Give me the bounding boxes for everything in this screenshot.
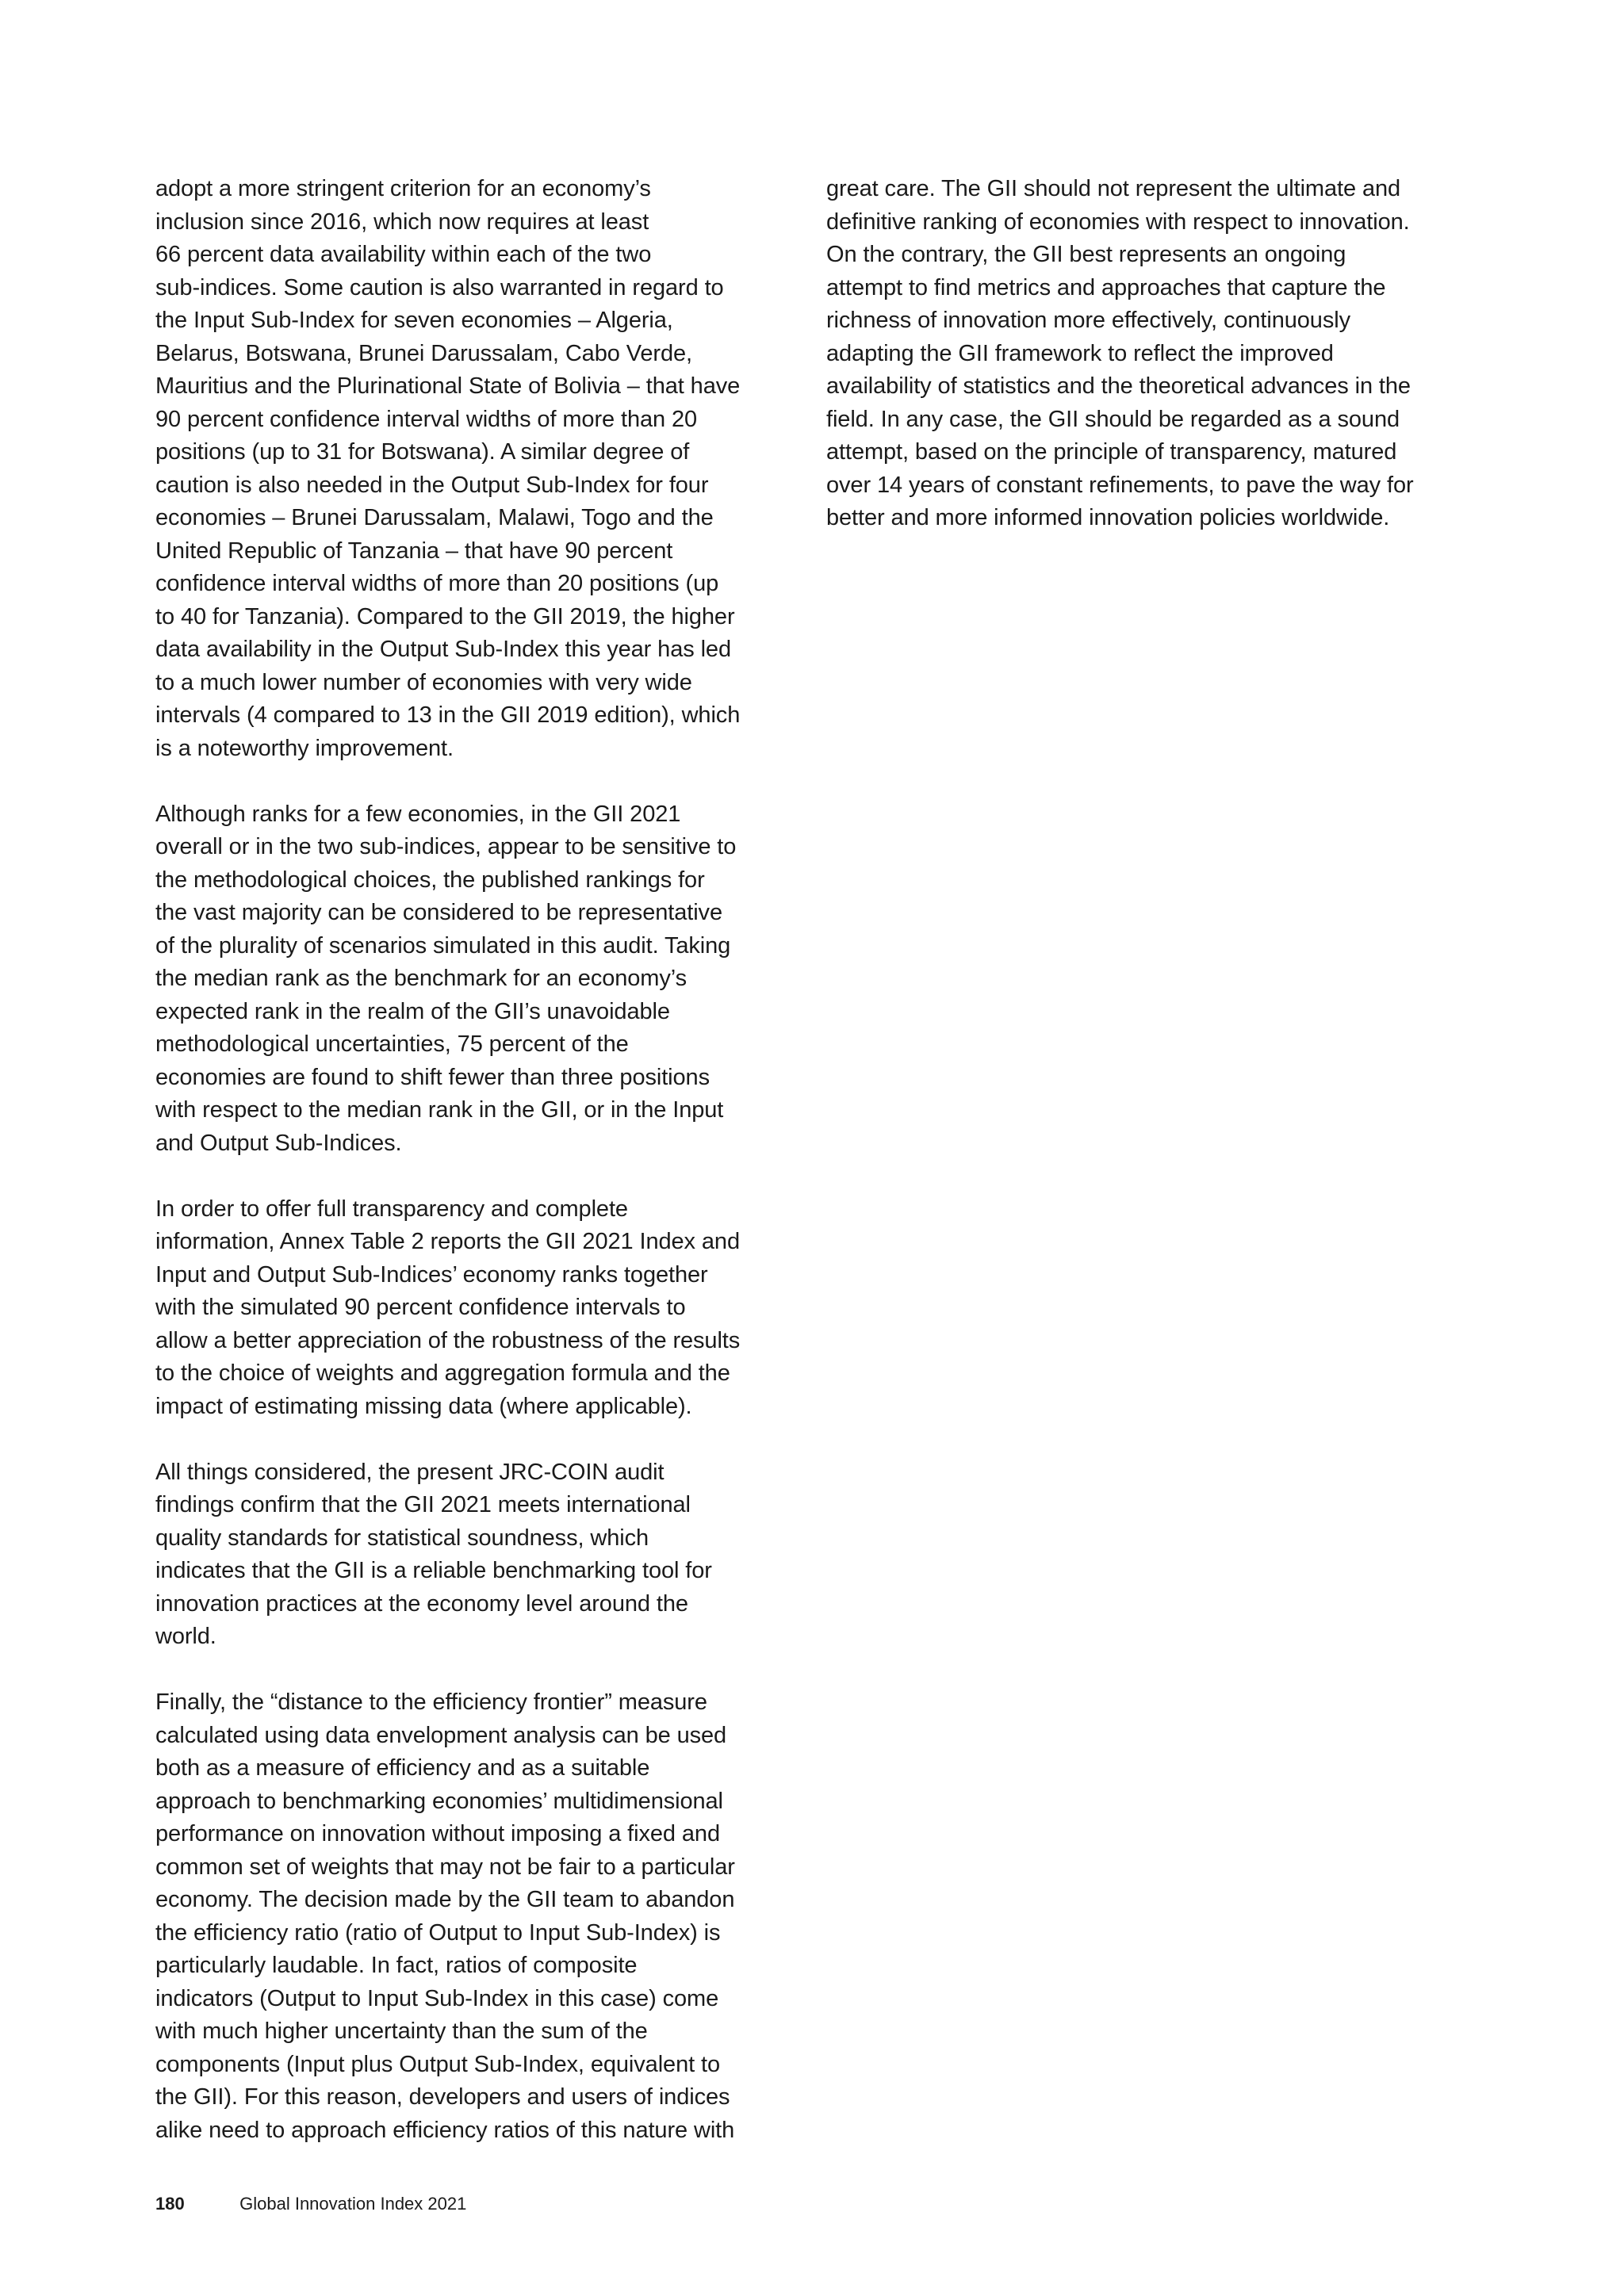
text-line: Belarus, Botswana, Brunei Darussalam, Cabo Verde, (155, 340, 692, 366)
text-line: great care. The GII should not represent the ultimate and (826, 176, 1401, 201)
text-line: indicates that the GII is a reliable benchmarking tool for (155, 1558, 712, 1583)
body-paragraph (826, 173, 1477, 535)
text-line: availability of statistics and the theoretical advances in the (826, 373, 1411, 399)
text-line: On the contrary, the GII best represents an ongoing (826, 242, 1346, 267)
right-text-column (826, 173, 1477, 568)
text-line: data availability in the Output Sub-Index this year has led (155, 637, 731, 662)
text-line: the median rank as the benchmark for an economy’s (155, 966, 687, 991)
text-line: the GII). For this reason, developers and users of indices (155, 2084, 730, 2110)
text-line: common set of weights that may not be fair to a particular (155, 1854, 735, 1880)
text-line: to a much lower number of economies with very wide (155, 669, 692, 695)
text-line: of the plurality of scenarios simulated in this audit. Taking (155, 932, 731, 959)
text-line: economies are found to shift fewer than three positions (155, 1064, 710, 1090)
text-line: quality standards for statistical soundness, which (155, 1525, 649, 1551)
text-line: performance on innovation without imposing a fixed and (155, 1821, 720, 1846)
text-line: field. In any case, the GII should be regarded as a sound (826, 406, 1400, 432)
text-line: Finally, the “distance to the efficiency frontier” measure (155, 1689, 707, 1715)
text-line: the methodological choices, the published rankings for (155, 867, 705, 893)
text-line: the Input Sub-Index for seven economies – Algeria, (155, 308, 673, 333)
text-line: United Republic of Tanzania – that have 90 percent (155, 538, 673, 564)
text-line: with respect to the median rank in the GII, or in the Input (155, 1097, 724, 1123)
text-line: better and more informed innovation policies worldwide. (826, 505, 1390, 530)
text-line: Mauritius and the Plurinational State of Bolivia – that have (155, 373, 741, 399)
text-line: expected rank in the realm of the GII’s unavoidable (155, 998, 670, 1024)
text-line: indicators (Output to Input Sub-Index in this case) come (155, 1985, 719, 2011)
body-paragraph (155, 173, 798, 765)
text-line: and Output Sub-Indices. (155, 1130, 402, 1156)
page-number: 180 (155, 2194, 185, 2214)
body-paragraph (155, 1193, 798, 1424)
text-line: Although ranks for a few economies, in the GII 2021 (155, 801, 681, 827)
text-line: impact of estimating missing data (where applicable). (155, 1393, 692, 1419)
text-line: attempt, based on the principle of transparency, matured (826, 439, 1397, 465)
text-line: confidence interval widths of more than 20 positions (up (155, 571, 719, 596)
left-text-column (155, 173, 798, 2180)
text-line: 66 percent data availability within each of the two (155, 242, 652, 267)
text-line: approach to benchmarking economies’ multidimensional (155, 1788, 723, 1814)
page-footer (155, 2192, 466, 2216)
text-line: both as a measure of efficiency and as a suitable (155, 1755, 650, 1781)
text-line: overall or in the two sub-indices, appear to be sensitive to (155, 834, 737, 859)
text-line: to the choice of weights and aggregation formula and the (155, 1360, 730, 1386)
text-line: adapting the GII framework to reflect the improved (826, 340, 1334, 366)
text-line: with the simulated 90 percent confidence intervals to (155, 1295, 686, 1320)
text-line: richness of innovation more effectively, continuously (826, 308, 1350, 333)
text-line: inclusion since 2016, which now requires at least (155, 209, 649, 235)
text-line: calculated using data envelopment analysis can be used (155, 1722, 727, 1748)
text-line: components (Input plus Output Sub-Index, equivalent to (155, 2051, 720, 2077)
text-line: attempt to find metrics and approaches that capture the (826, 274, 1386, 300)
text-line: the vast majority can be considered to be representative (155, 900, 722, 925)
publication-title: Global Innovation Index 2021 (239, 2194, 467, 2214)
text-line: world. (155, 1624, 216, 1649)
text-line: the efficiency ratio (ratio of Output to Input Sub-Index) is (155, 1919, 721, 1946)
text-line: economy. The decision made by the GII team to abandon (155, 1887, 735, 1912)
text-line: adopt a more stringent criterion for an economy’s (155, 176, 651, 201)
body-paragraph (155, 1686, 798, 2147)
text-line: particularly laudable. In fact, ratios of composite (155, 1953, 638, 1978)
text-line: 90 percent confidence interval widths of more than 20 (155, 406, 698, 432)
text-line: Input and Output Sub-Indices’ economy ranks together (155, 1261, 708, 1288)
text-line: positions (up to 31 for Botswana). A similar degree of (155, 439, 690, 465)
text-line: intervals (4 compared to 13 in the GII 2019 edition), which (155, 702, 741, 728)
text-line: findings confirm that the GII 2021 meets international (155, 1492, 691, 1517)
body-paragraph (155, 798, 798, 1161)
text-line: economies – Brunei Darussalam, Malawi, Togo and the (155, 505, 714, 530)
body-paragraph (155, 1456, 798, 1654)
text-line: with much higher uncertainty than the sum of the (155, 2019, 648, 2044)
text-line: caution is also needed in the Output Sub-Index for four (155, 472, 709, 498)
text-line: definitive ranking of economies with respect to innovation. (826, 209, 1410, 235)
text-line: methodological uncertainties, 75 percent of the (155, 1031, 629, 1057)
text-line: alike need to approach efficiency ratios of this nature with (155, 2117, 735, 2143)
text-line: innovation practices at the economy level around the (155, 1590, 688, 1617)
text-line: allow a better appreciation of the robustness of the results (155, 1327, 741, 1353)
text-line: In order to offer full transparency and complete (155, 1196, 628, 1222)
text-line: to 40 for Tanzania). Compared to the GII 2019, the higher (155, 603, 735, 629)
text-line: sub-indices. Some caution is also warranted in regard to (155, 274, 724, 300)
text-line: All things considered, the present JRC-COIN audit (155, 1459, 665, 1485)
text-line: information, Annex Table 2 reports the GII 2021 Index and (155, 1229, 740, 1254)
text-line: over 14 years of constant refinements, to pave the way for (826, 472, 1414, 498)
text-line: is a noteworthy improvement. (155, 735, 454, 761)
